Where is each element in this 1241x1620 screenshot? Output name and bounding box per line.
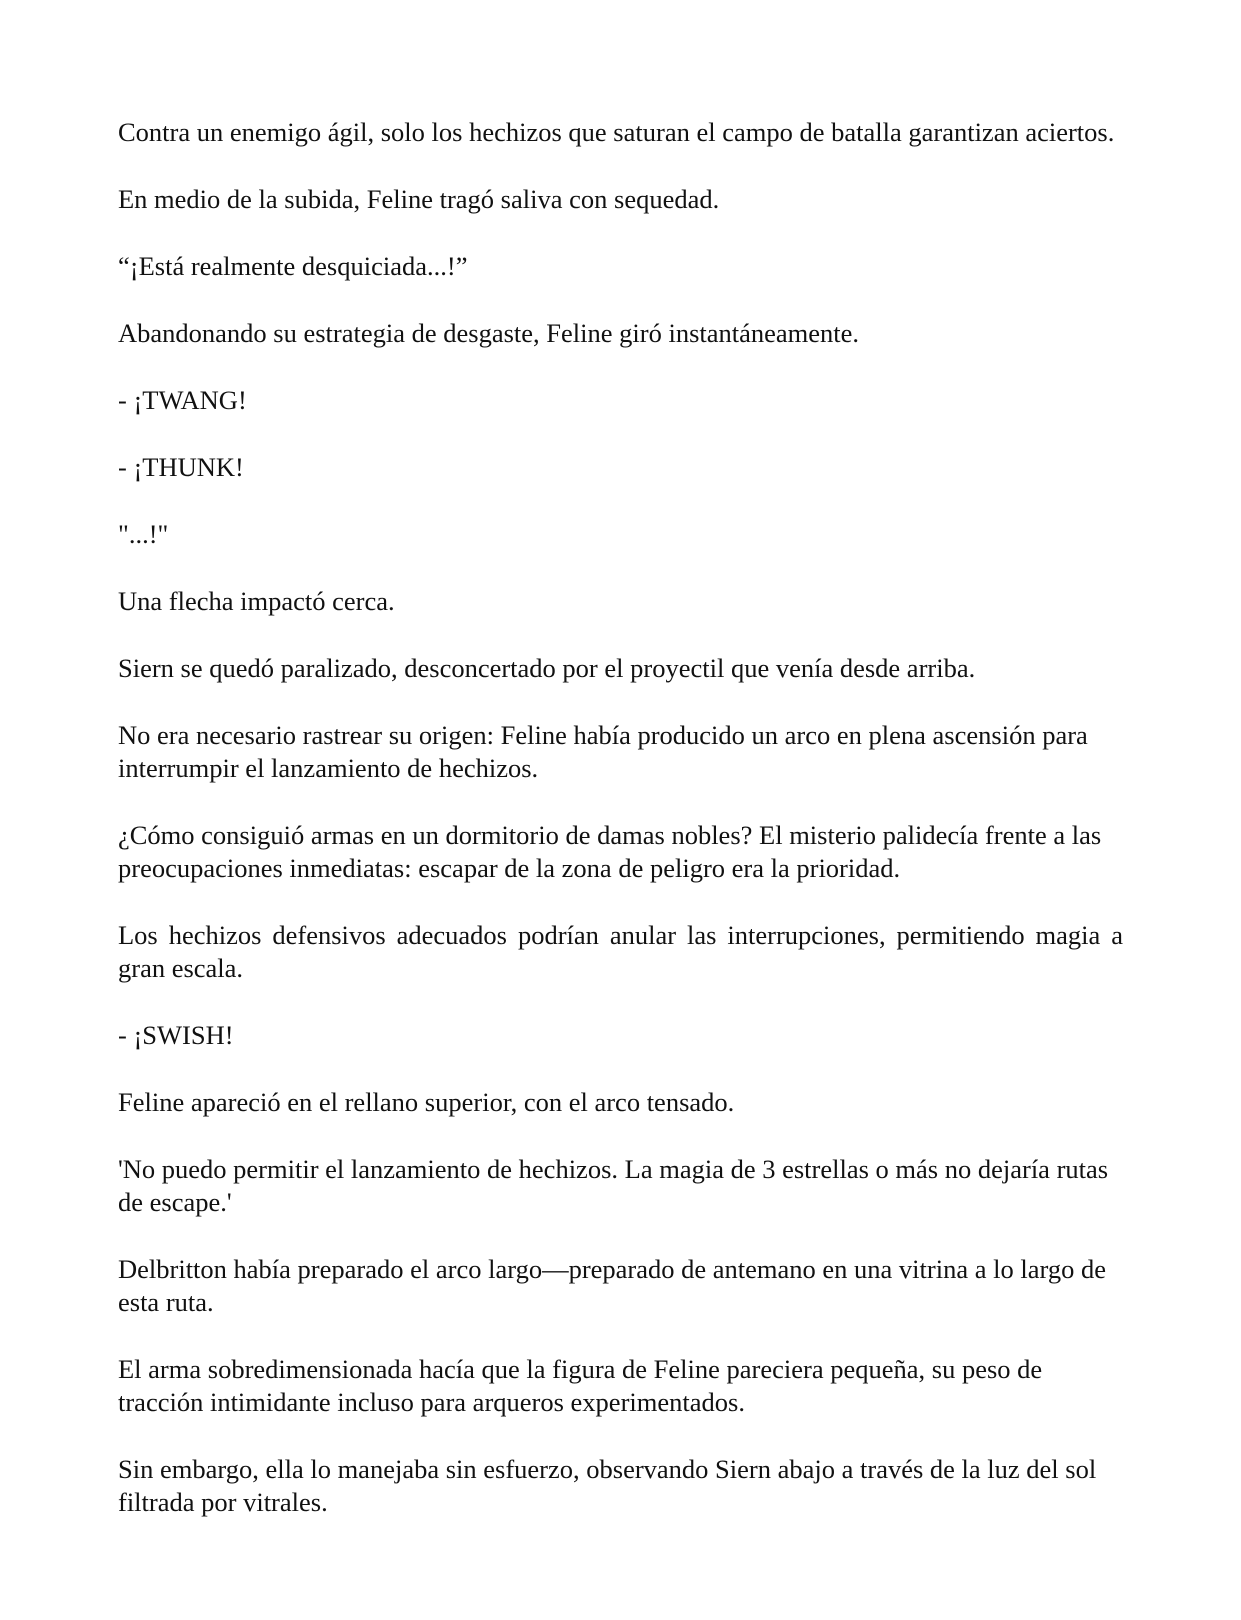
sound-effect-line: - ¡THUNK! (118, 452, 244, 482)
paragraph: Una flecha impactó cerca. (118, 586, 395, 616)
paragraph: Siern se quedó paralizado, desconcertado por el proyectil que venía desde arriba. (118, 653, 976, 683)
paragraph: En medio de la subida, Feline tragó saliva con sequedad. (118, 184, 720, 214)
paragraph: Feline apareció en el rellano superior, con el arco tensado. (118, 1087, 735, 1117)
paragraph: Abandonando su estrategia de desgaste, Feline giró instantáneamente. (118, 318, 860, 348)
paragraph: Contra un enemigo ágil, solo los hechizos que saturan el campo de batalla garantizan aciertos. (118, 117, 1115, 147)
paragraph: Los hechizos defensivos adecuados podrían anular las interrupciones, permitiendo magia a gran escala. (118, 920, 1123, 983)
paragraph: “¡Está realmente desquiciada...!” (118, 251, 468, 281)
paragraph: Sin embargo, ella lo manejaba sin esfuerzo, observando Siern abajo a través de la luz del sol filtrada por vitrales. (118, 1454, 1097, 1517)
document-page (118, 116, 1123, 1553)
paragraph: "...!" (118, 519, 169, 549)
sound-effect-line: - ¡SWISH! (118, 1020, 234, 1050)
paragraph: El arma sobredimensionada hacía que la figura de Feline pareciera pequeña, su peso de tracción intimidante incluso para arqueros experimentados. (118, 1354, 1043, 1417)
paragraph: No era necesario rastrear su origen: Feline había producido un arco en plena ascensión para interrumpir el lanzamiento de hechizos. (118, 720, 1088, 783)
paragraph: ¿Cómo consiguió armas en un dormitorio de damas nobles? El misterio palidecía frente a las preocupaciones inmediatas: escapar de la zona de peligro era la prioridad. (118, 820, 1102, 883)
sound-effect-line: - ¡TWANG! (118, 385, 247, 415)
paragraph: Delbritton había preparado el arco largo—preparado de antemano en una vitrina a lo largo de esta ruta. (118, 1254, 1106, 1317)
paragraph: 'No puedo permitir el lanzamiento de hechizos. La magia de 3 estrellas o más no dejaría rutas de escape.' (118, 1154, 1109, 1217)
